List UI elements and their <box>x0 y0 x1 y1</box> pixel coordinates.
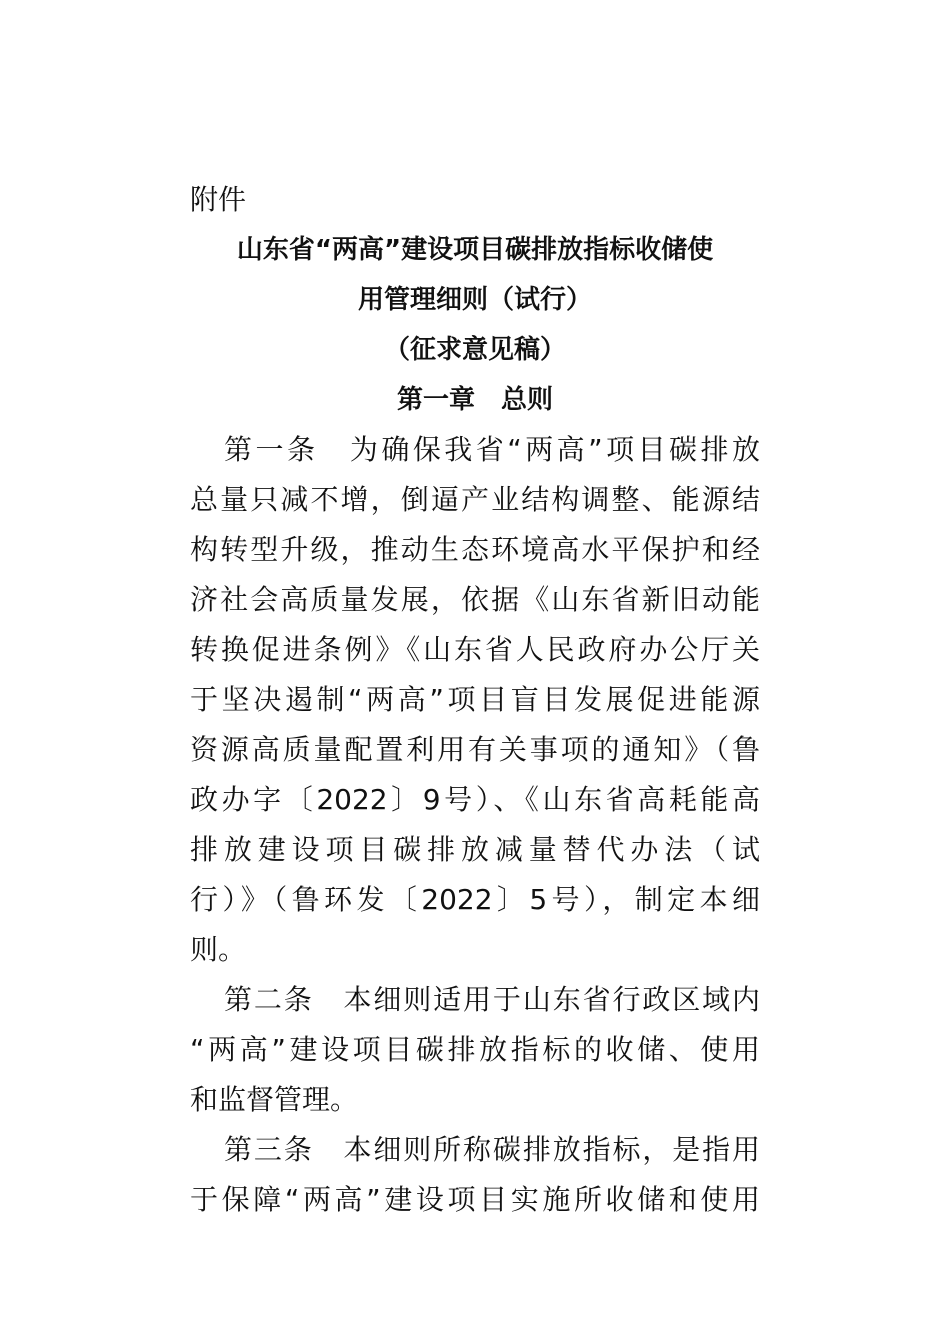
article-1-line-9: 排放建设项目碳排放减量替代办法（试 <box>190 833 760 866</box>
document-title-line-2: 用管理细则（试行） <box>357 285 592 315</box>
article-2-line-2: “两高”建设项目碳排放指标的收储、使用 <box>190 1033 760 1066</box>
chapter-heading: 第一章 总则 <box>396 385 553 415</box>
article-3-line-2: 于保障“两高”建设项目实施所收储和使用 <box>190 1183 760 1216</box>
attachment-label: 附件 <box>190 183 247 216</box>
article-1-line-6: 于坚决遏制“两高”项目盲目发展促进能源 <box>190 683 760 716</box>
article-1-line-2: 总量只减不增，倒逼产业结构调整、能源结 <box>190 483 760 516</box>
article-1-line-4: 济社会高质量发展，依据《山东省新旧动能 <box>190 583 760 616</box>
article-1-line-3: 构转型升级，推动生态环境高水平保护和经 <box>190 533 760 566</box>
draft-note: （征求意见稿） <box>383 335 566 365</box>
article-1-line-10: 行）》（鲁环发〔2022〕5号），制定本细 <box>190 883 760 916</box>
article-2-line-3: 和监督管理。 <box>190 1083 359 1116</box>
document-title-line-1: 山东省“两高”建设项目碳排放指标收储使 <box>236 235 714 265</box>
article-1-line-8: 政办字〔2022〕9号）、《山东省高耗能高 <box>190 783 760 816</box>
article-1-line-1: 第一条 为确保我省“两高”项目碳排放 <box>224 433 760 466</box>
article-3-line-1: 第三条 本细则所称碳排放指标，是指用 <box>224 1133 760 1166</box>
article-2-line-1: 第二条 本细则适用于山东省行政区域内 <box>224 983 760 1016</box>
article-1-line-11: 则。 <box>190 933 247 966</box>
article-1-line-5: 转换促进条例》《山东省人民政府办公厅关 <box>190 633 760 666</box>
article-1-line-7: 资源高质量配置利用有关事项的通知》（鲁 <box>190 733 760 766</box>
